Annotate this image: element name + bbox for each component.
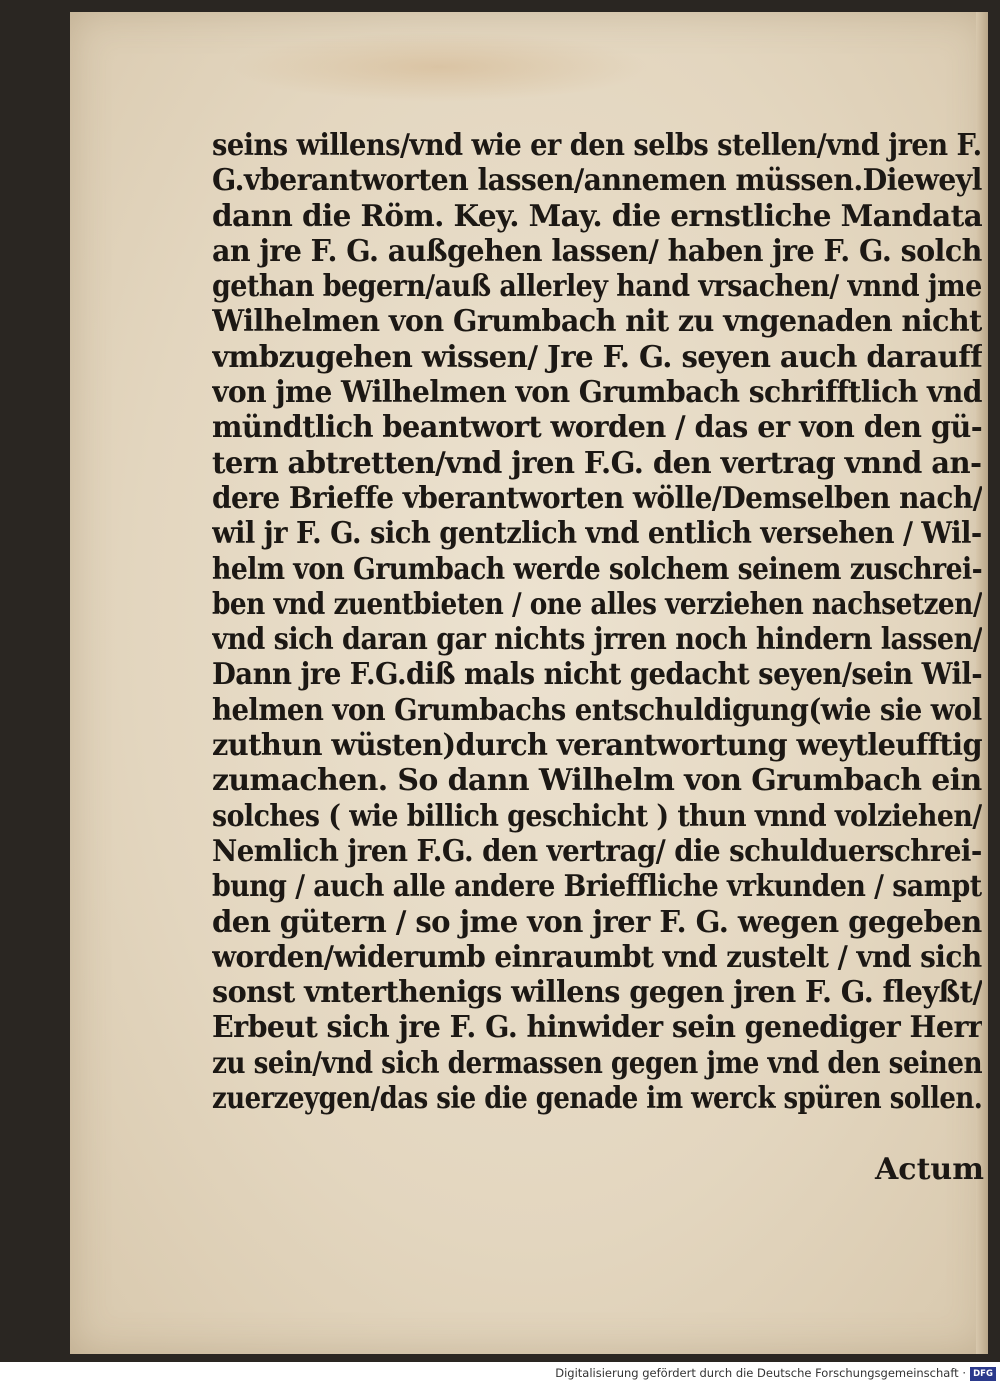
text-line: von jme Wilhelmen von Grumbach schrifftlich vnd [212, 375, 982, 411]
text-line: zu sein/vnd sich dermassen gegen jme vnd den seinen [212, 1045, 982, 1081]
dfg-logo: DFG [970, 1367, 996, 1381]
text-line: dann die Röm. Key. May. die ernstliche Mandata [212, 198, 982, 234]
page-stain [230, 32, 650, 102]
text-line: zuthun wüsten)durch verantwortung weytleufftig [212, 728, 982, 764]
catchword: Actum [875, 1152, 984, 1187]
text-line: gethan begern/auß allerley hand vrsachen/ vnnd jme [212, 269, 982, 305]
text-line: vnd sich daran gar nichts jrren noch hindern lassen/ [212, 622, 982, 658]
text-line: helmen von Grumbachs entschuldigung(wie sie wol [212, 692, 982, 728]
body-text [212, 128, 982, 1116]
text-line: wil jr F. G. sich gentzlich vnd entlich versehen / Wil- [212, 516, 982, 552]
text-line: Nemlich jren F.G. den vertrag/ die schulduerschrei- [212, 833, 982, 869]
text-line: mündtlich beantwort worden / das er von den gü- [212, 410, 982, 446]
text-line: ben vnd zuentbieten / one alles verziehen nachsetzen/ [212, 586, 982, 622]
footer-credit: Digitalisierung gefördert durch die Deutsche Forschungsgemeinschaft · [555, 1366, 966, 1380]
text-line: Wilhelmen von Grumbach nit zu vngenaden nicht [212, 304, 982, 340]
text-line: tern abtretten/vnd jren F.G. den vertrag vnnd an- [212, 445, 982, 481]
text-line: helm von Grumbach werde solchem seinem zuschrei- [212, 551, 982, 587]
text-line: dere Brieffe vberantworten wölle/Demselben nach/ [212, 480, 982, 516]
footer-bar [0, 1362, 1000, 1386]
text-line: zuerzeygen/das sie die genade im werck spüren sollen. [212, 1081, 982, 1117]
text-line: bung / auch alle andere Brieffliche vrkunden / sampt [212, 869, 982, 905]
text-line: seins willens/vnd wie er den selbs stellen/vnd jren F. [212, 128, 982, 163]
text-line: Dann jre F.G.diß mals nicht gedacht seyen/sein Wil- [212, 657, 982, 693]
text-line: den gütern / so jme von jrer F. G. wegen gegeben [212, 904, 982, 940]
text-line: zumachen. So dann Wilhelm von Grumbach ein [212, 763, 982, 799]
text-line: solches ( wie billich geschicht ) thun vnnd volziehen/ [212, 798, 982, 834]
text-line: vmbzugehen wissen/ Jre F. G. seyen auch darauff [212, 339, 982, 375]
text-line: worden/widerumb einraumbt vnd zustelt / vnd sich [212, 939, 982, 975]
text-line: sonst vnterthenigs willens gegen jren F. G. fleyßt/ [212, 975, 982, 1011]
text-line: G.vberantworten lassen/annemen müssen.Dieweyl [212, 163, 982, 199]
text-line: Erbeut sich jre F. G. hinwider sein genediger Herr [212, 1010, 982, 1046]
text-line: an jre F. G. außgehen lassen/ haben jre F. G. solch [212, 233, 982, 269]
